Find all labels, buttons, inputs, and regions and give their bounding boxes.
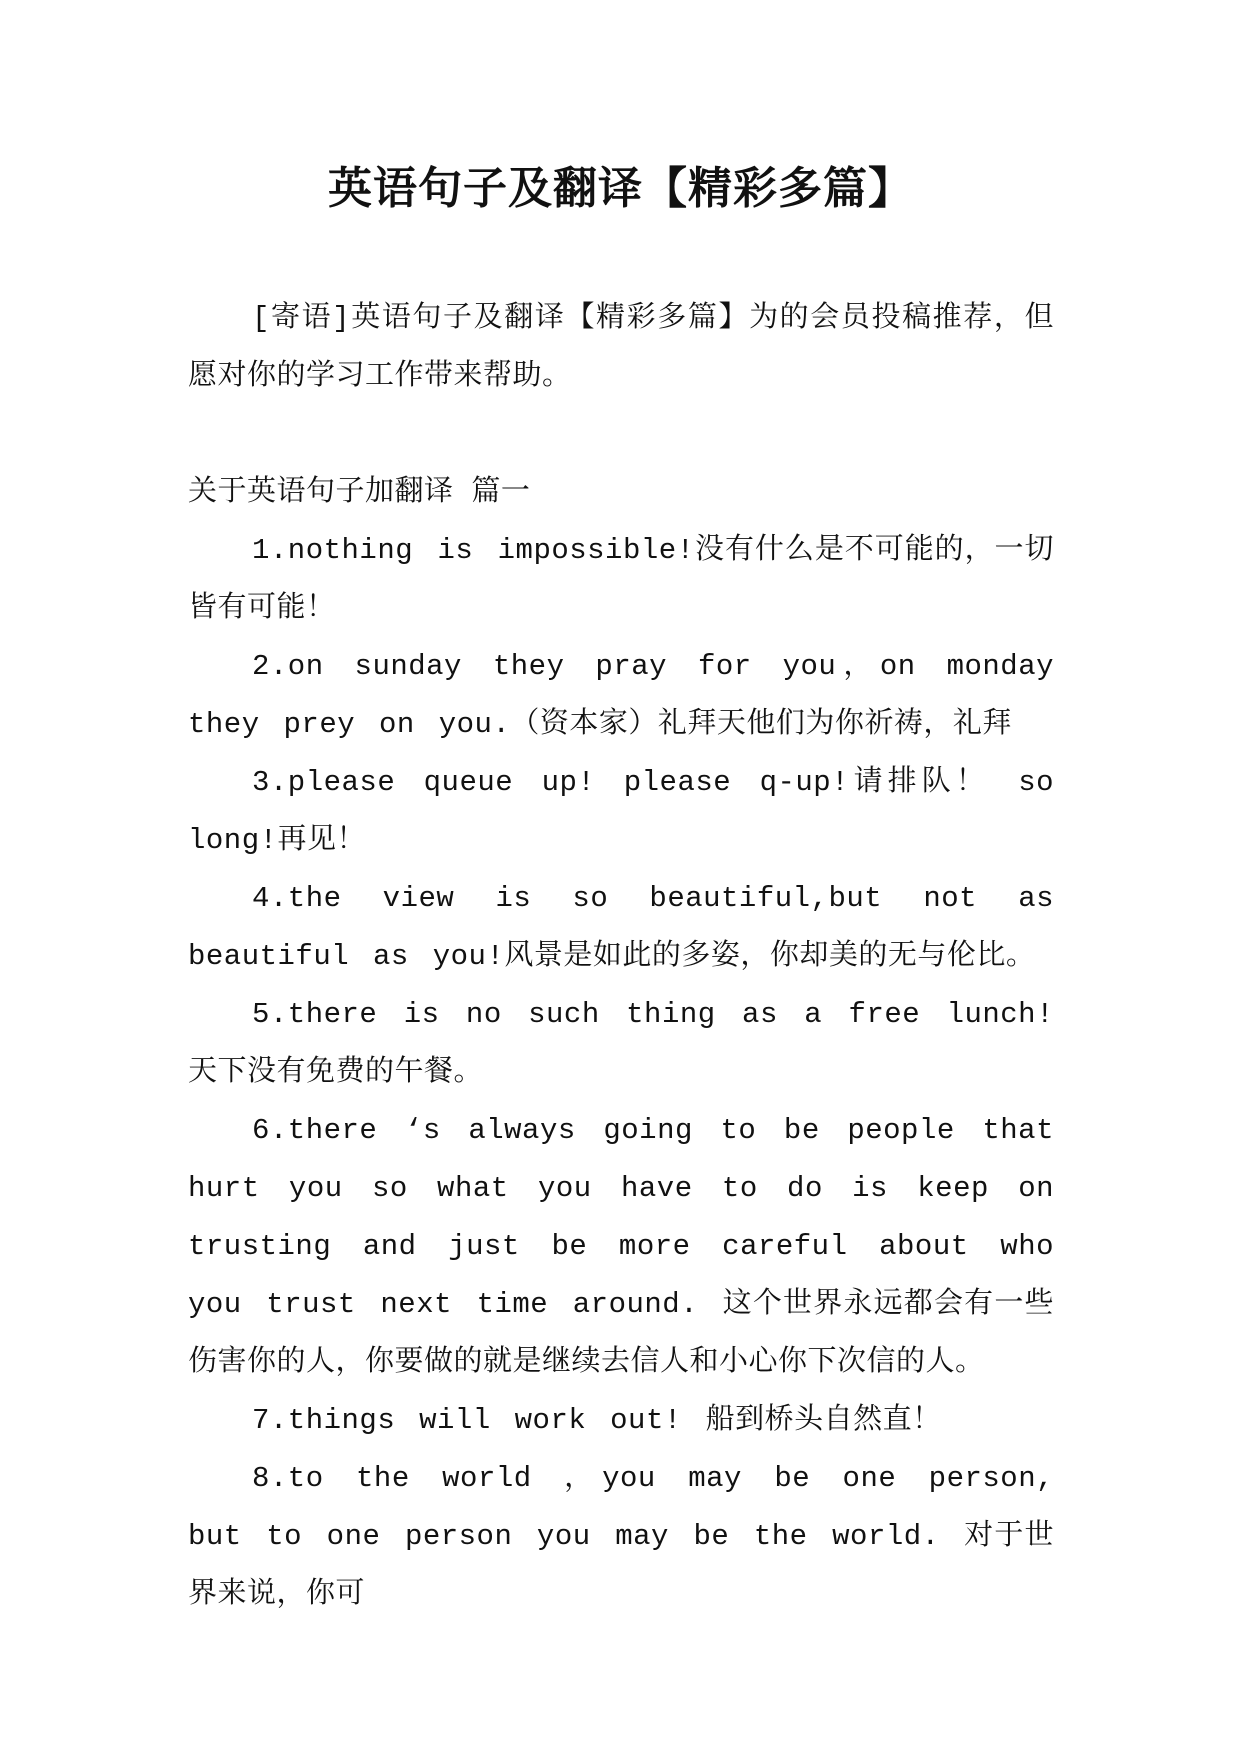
intro-paragraph: [寄语]英语句子及翻译【精彩多篇】为的会员投稿推荐，但愿对你的学习工作带来帮助。 xyxy=(188,302,1054,393)
document-title: 英语句子及翻译【精彩多篇】 xyxy=(328,163,913,214)
sentence-item-1: 1.nothing is impossible!没有什么是不可能的，一切皆有可能！ xyxy=(188,534,1054,625)
sentence-item-6: 6.there ‘s always going to be people that hurt you so what you have to do is keep on trusting and just be more careful about who you trust next time around. 这个世界永远都会有一些伤害你的人，你要做的就是继续去信人和小心你下次信的人。 xyxy=(188,1114,1054,1379)
sentence-item-5: 5.there is no such thing as a free lunch!天下没有免费的午餐。 xyxy=(188,998,1054,1089)
sentence-item-2: 2.on sunday they pray for you，on monday they prey on you.（资本家）礼拜天他们为你祈祷，礼拜 xyxy=(188,650,1054,741)
sentence-item-4: 4.the view is so beautiful,but not as beautiful as you!风景是如此的多姿，你却美的无与伦比。 xyxy=(188,882,1054,973)
sentence-item-8: 8.to the world ，you may be one person, but to one person you may be the world. 对于世界来说，你可 xyxy=(188,1462,1054,1611)
sentence-item-3: 3.please queue up! please q-up!请排队！ so long!再见！ xyxy=(188,766,1054,857)
sentence-item-7: 7.things will work out! 船到桥头自然直！ xyxy=(252,1404,942,1437)
document-body xyxy=(188,290,1054,1624)
section-heading: 关于英语句子加翻译 篇一 xyxy=(188,476,531,509)
